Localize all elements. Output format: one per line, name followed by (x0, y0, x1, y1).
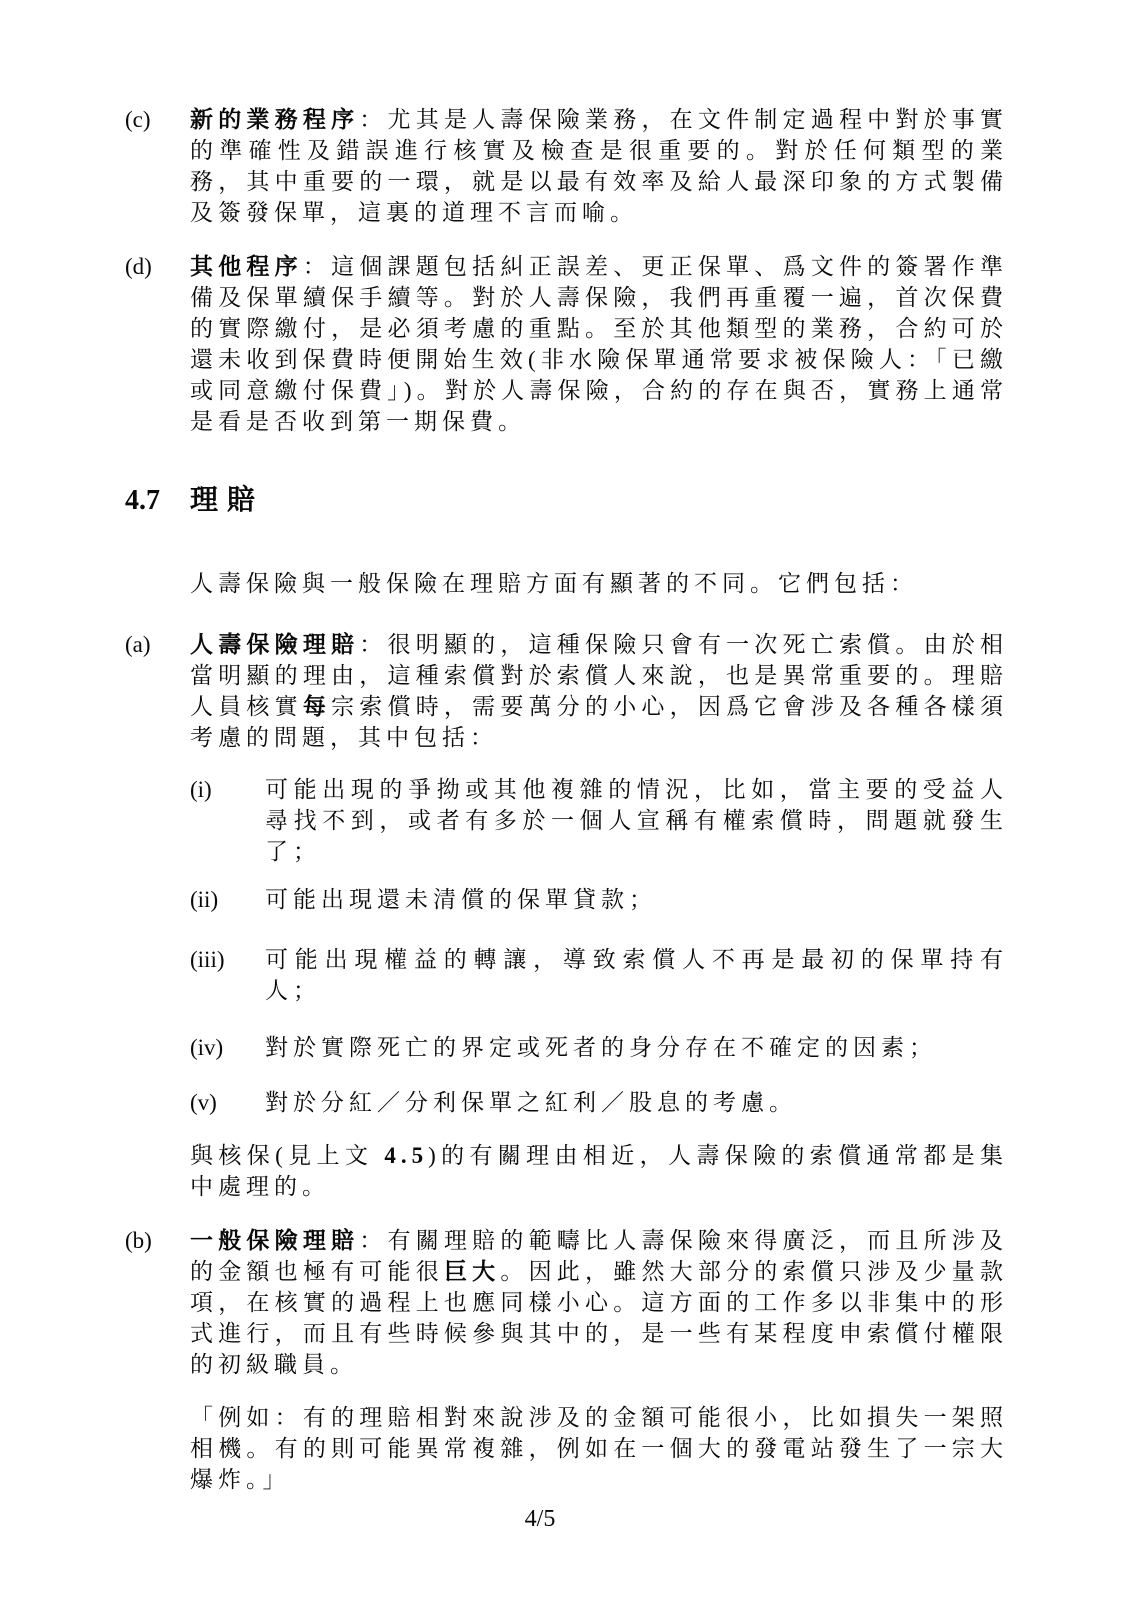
page-number: 4/5 (524, 1506, 556, 1532)
list-item-b (125, 1225, 1008, 1380)
sub-item-v (190, 1087, 1008, 1118)
list-item-a (125, 629, 1008, 753)
list-item-d-title: 其他程序 (190, 254, 303, 279)
list-item-c-label: (c) (125, 107, 151, 132)
list-item-c-title: 新的業務程序 (190, 107, 360, 132)
sub-item-iv (190, 1032, 1008, 1063)
note-text-1: 與核保(見上文 (190, 1143, 385, 1168)
list-item-b-bold-run: 巨大 (443, 1259, 501, 1284)
list-item-b-title: 一般保險理賠 (190, 1228, 360, 1253)
list-item-d-label: (d) (125, 254, 152, 279)
list-item-d-body (190, 251, 1008, 437)
note-bold-ref: 4.5 (384, 1143, 429, 1168)
list-item-d (125, 251, 1008, 437)
note-centralised-claims (190, 1140, 1008, 1202)
sub-item-i (190, 774, 1008, 867)
example-quote: 「例如：有的理賠相對來說涉及的金額可能很小，比如損失一架照相機。有的則可能異常複雜，例如在一個大的發電站發生了一宗大爆炸。」 (190, 1405, 1008, 1492)
sub-item-iv-text: 對於實際死亡的界定或死者的身分存在不確定的因素； (265, 1035, 937, 1060)
section-number: 4.7 (125, 485, 160, 516)
list-item-d-text: ：這個課題包括糾正誤差、更正保單、爲文件的簽署作準備及保單續保手續等。對於人壽保險，我們再重覆一遍，首次保費的實際繳付，是必須考慮的重點。至於其他類型的業務，合約可於還未收到保費時便開始生效(非水險保單通常要求被保險人：「已繳或同意繳付保費」)。對於人壽保險，合約的存在與否，實務上通常是看是否收到第一期保費。 (190, 254, 1009, 434)
list-item-a-text-2: 宗索償時，需要萬分的小心，因爲它會涉及各種各樣須考慮的問題，其中包括： (190, 694, 1009, 750)
sub-item-v-label: (v) (190, 1090, 217, 1115)
list-item-c (125, 104, 1008, 228)
list-item-b-label: (b) (125, 1228, 152, 1253)
sub-item-i-text: 可能出現的爭拗或其他複雜的情況，比如，當主要的受益人尋找不到，或者有多於一個人宣稱有權索償時，問題就發生了； (265, 777, 1008, 864)
list-item-b-body (190, 1225, 1008, 1380)
list-item-a-body (190, 629, 1008, 753)
sub-item-iii (190, 944, 1008, 1006)
sub-item-ii-text: 可能出現還未清償的保單貸款； (265, 887, 657, 912)
list-item-a-bold-run: 每 (302, 694, 332, 719)
sub-item-v-text: 對於分紅／分利保單之紅利／股息的考慮。 (265, 1090, 797, 1115)
sub-item-ii (190, 884, 1008, 915)
list-item-a-label: (a) (125, 632, 151, 657)
list-item-a-text-1: ：很明顯的，這種保險只會有一次死亡索償。由於相當明顯的理由，這種索償對於索償人來說，也是異常重要的。理賠人員核實 (190, 632, 1009, 719)
sub-item-iii-text: 可能出現權益的轉讓，導致索償人不再是最初的保單持有人； (265, 947, 1008, 1003)
sub-item-ii-label: (ii) (190, 887, 219, 912)
sub-item-i-label: (i) (190, 777, 212, 802)
sub-item-iii-label: (iii) (190, 947, 225, 972)
list-item-c-text: ：尤其是人壽保險業務，在文件制定過程中對於事實的準確性及錯誤進行核實及檢查是很重要的。對於任何類型的業務，其中重要的一環，就是以最有效率及給人最深印象的方式製備及簽發保單，這裏的道理不言而喻。 (190, 107, 1009, 225)
list-item-b-text-1: ：有關理賠的範疇比人壽保險來得廣泛，而且所涉及的金額也極有可能很 (190, 1228, 1009, 1284)
list-item-b-text-2: 。因此，雖然大部分的索償只涉及少量款項，在核實的過程上也應同樣小心。這方面的工作多以非集中的形式進行，而且有些時候參與其中的，是一些有某程度申索償付權限的初級職員。 (190, 1259, 1009, 1377)
section-title: 理賠 (190, 485, 265, 516)
list-item-c-body (190, 104, 1008, 228)
sub-item-iv-label: (iv) (190, 1035, 224, 1060)
section-heading (125, 481, 1008, 521)
list-item-a-title: 人壽保險理賠 (190, 632, 360, 657)
note-text-2: )的有關理由相近，人壽保險的索償通常都是集中處理的。 (190, 1143, 1008, 1199)
section-intro: 人壽保險與一般保險在理賠方面有顯著的不同。它們包括： (190, 571, 918, 596)
